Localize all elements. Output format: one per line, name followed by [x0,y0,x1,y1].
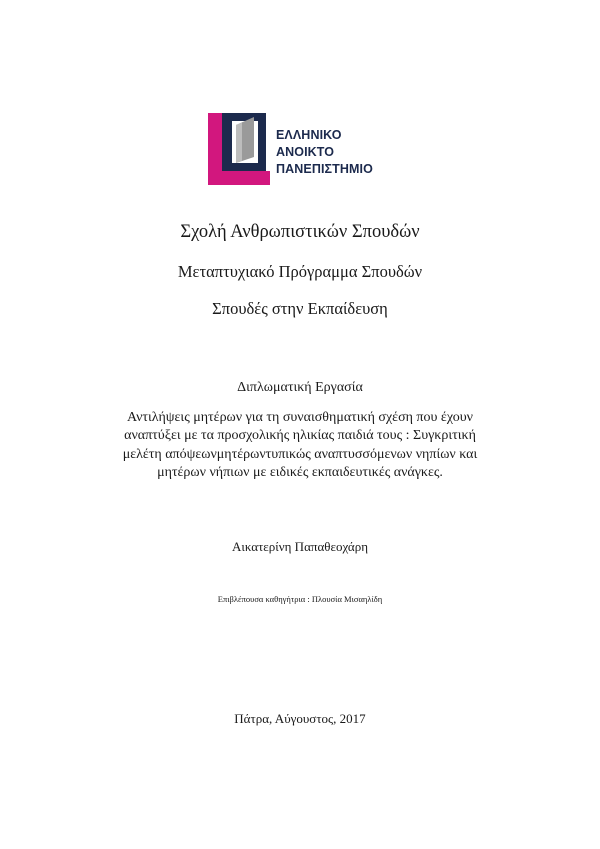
thesis-title [80,409,520,482]
thesis-title-line-4: μητέρων νήπιων με ειδικές εκπαιδευτικές ανάγκες. [157,464,443,480]
document-type: Διπλωματική Εργασία [237,380,363,395]
supervisor-line: Επιβλέπουσα καθηγήτρια : Πλουσία Μισαηλίδη [217,594,383,604]
place-date: Πάτρα, Αύγουστος, 2017 [234,711,366,726]
author-name: Αικατερίνη Παπαθεοχάρη [231,539,369,554]
logo-wordmark [276,127,373,178]
logo-line-3: ΠΑΝΕΠΙΣΤΗΜΙΟ [276,162,373,176]
logo-emblem-icon [208,113,270,185]
logo-line-2: ΑΝΟΙΚΤΟ [276,145,335,159]
thesis-title-line-2: αναπτύξει με τα προσχολικής ηλικίας παιδιά τους : Συγκριτική [124,428,476,444]
thesis-title-line-1: Αντιλήψεις μητέρων για τη συναισθηματική σχέση που έχουν [127,410,473,425]
school-name: Σχολή Ανθρωπιστικών Σπουδών [180,222,420,242]
logo-line-1: ΕΛΛΗΝΙΚΟ [276,128,342,142]
thesis-title-line-3: μελέτη απόψεωνμητέρωντυπικώς αναπτυσσόμενων νηπίων και [122,446,478,462]
university-logo [208,113,398,185]
program-name: Μεταπτυχιακό Πρόγραμμα Σπουδών [177,262,423,281]
specialization-name: Σπουδές στην Εκπαίδευση [212,299,388,318]
